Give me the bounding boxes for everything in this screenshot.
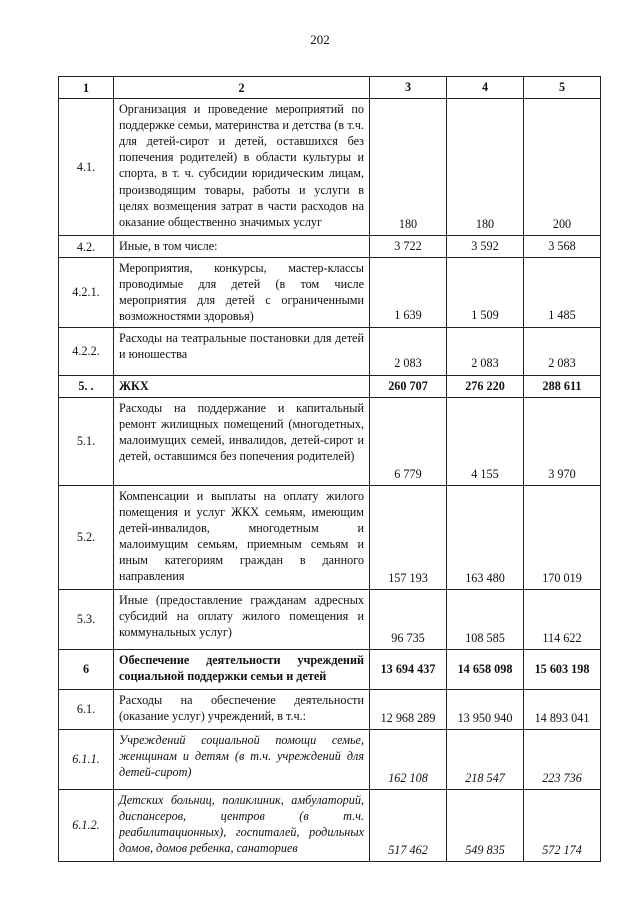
- row-number: 5.3.: [59, 589, 114, 649]
- value-col-5: 288 611: [524, 375, 601, 397]
- table-row: [59, 485, 601, 589]
- value-col-5: 572 174: [524, 789, 601, 861]
- row-description: Организация и проведение мероприятий по поддержке семьи, материнства и детства (в т.ч. для детей-сирот и детей, оставшихся без попечения родителей) в области культуры и спорта, в т. ч. субсидии юридическим лицам, производящим товары, работы и услуги в целях возмещения затрат в части расходов на оказание общественно значимых услуг: [114, 99, 370, 236]
- row-description: Иные (предоставление гражданам адресных субсидий на оплату жилого помещения и коммунальных услуг): [114, 589, 370, 649]
- value-col-3: 6 779: [370, 397, 447, 485]
- row-number: 6: [59, 649, 114, 689]
- value-col-3: 162 108: [370, 729, 447, 789]
- value-col-4: 218 547: [447, 729, 524, 789]
- value-col-4: 549 835: [447, 789, 524, 861]
- value-col-5: 3 568: [524, 236, 601, 258]
- header-col-3: 3: [370, 77, 447, 99]
- value-col-4: 3 592: [447, 236, 524, 258]
- value-col-3: 96 735: [370, 589, 447, 649]
- row-number: 6.1.2.: [59, 789, 114, 861]
- value-col-5: 114 622: [524, 589, 601, 649]
- row-description: Иные, в том числе:: [114, 236, 370, 258]
- value-col-3: 3 722: [370, 236, 447, 258]
- value-col-5: 15 603 198: [524, 649, 601, 689]
- row-description: Учреждений социальной помощи семье, женщинам и детям (в т.ч. учреждений для детей-сирот): [114, 729, 370, 789]
- value-col-3: 517 462: [370, 789, 447, 861]
- value-col-3: 12 968 289: [370, 689, 447, 729]
- page-number: 202: [310, 32, 330, 47]
- value-col-3: 1 639: [370, 258, 447, 327]
- row-description: Детских больниц, поликлиник, амбулаторий, диспансеров, центров (в т.ч. реабилитационных), госпиталей, родильных домов, домов ребенка, санаториев: [114, 789, 370, 861]
- table-row: [59, 589, 601, 649]
- value-col-4: 163 480: [447, 485, 524, 589]
- row-description: Расходы на поддержание и капитальный ремонт жилищных помещений (многодетных, малоимущих семей, инвалидов, детей-сирот и детей, оставшимся без попечения родителей): [114, 397, 370, 485]
- row-number: 5.2.: [59, 485, 114, 589]
- header-col-5: 5: [524, 77, 601, 99]
- value-col-4: 14 658 098: [447, 649, 524, 689]
- value-col-5: 3 970: [524, 397, 601, 485]
- row-number: 4.2.1.: [59, 258, 114, 327]
- row-description: ЖКХ: [114, 375, 370, 397]
- value-col-4: 180: [447, 99, 524, 236]
- value-col-5: 1 485: [524, 258, 601, 327]
- row-number: 6.1.: [59, 689, 114, 729]
- row-number: 5.1.: [59, 397, 114, 485]
- row-number: 4.2.: [59, 236, 114, 258]
- value-col-3: 157 193: [370, 485, 447, 589]
- header-col-2: 2: [114, 77, 370, 99]
- table-header-row: [59, 77, 601, 99]
- value-col-4: 108 585: [447, 589, 524, 649]
- table-row: [59, 258, 601, 327]
- table-row: [59, 649, 601, 689]
- value-col-5: 200: [524, 99, 601, 236]
- value-col-5: 223 736: [524, 729, 601, 789]
- row-description: Расходы на театральные постановки для детей и юношества: [114, 327, 370, 375]
- row-number: 6.1.1.: [59, 729, 114, 789]
- value-col-3: 260 707: [370, 375, 447, 397]
- header-col-1: 1: [59, 77, 114, 99]
- value-col-5: 14 893 041: [524, 689, 601, 729]
- value-col-3: 180: [370, 99, 447, 236]
- table-row: [59, 689, 601, 729]
- table-row: [59, 729, 601, 789]
- value-col-4: 1 509: [447, 258, 524, 327]
- row-number: 5. .: [59, 375, 114, 397]
- value-col-4: 2 083: [447, 327, 524, 375]
- row-number: 4.1.: [59, 99, 114, 236]
- value-col-3: 13 694 437: [370, 649, 447, 689]
- table-row: [59, 375, 601, 397]
- row-description: Расходы на обеспечение деятельности (оказание услуг) учреждений, в т.ч.:: [114, 689, 370, 729]
- table-row: [59, 99, 601, 236]
- value-col-4: 276 220: [447, 375, 524, 397]
- row-number: 4.2.2.: [59, 327, 114, 375]
- table-row: [59, 327, 601, 375]
- value-col-3: 2 083: [370, 327, 447, 375]
- value-col-4: 13 950 940: [447, 689, 524, 729]
- budget-table: [58, 76, 601, 862]
- value-col-4: 4 155: [447, 397, 524, 485]
- table-row: [59, 789, 601, 861]
- value-col-5: 170 019: [524, 485, 601, 589]
- header-col-4: 4: [447, 77, 524, 99]
- row-description: Обеспечение деятельности учреждений социальной поддержки семьи и детей: [114, 649, 370, 689]
- row-description: Компенсации и выплаты на оплату жилого помещения и услуг ЖКХ семьям, имеющим детей-инвалидов, многодетным и малоимущим семьям, приемным семьям и иным категориям граждан в данного направления: [114, 485, 370, 589]
- row-description: Мероприятия, конкурсы, мастер-классы проводимые для детей (в том числе мероприятия для детей с ограниченными возможностями здоровья): [114, 258, 370, 327]
- table-row: [59, 397, 601, 485]
- table-row: [59, 236, 601, 258]
- value-col-5: 2 083: [524, 327, 601, 375]
